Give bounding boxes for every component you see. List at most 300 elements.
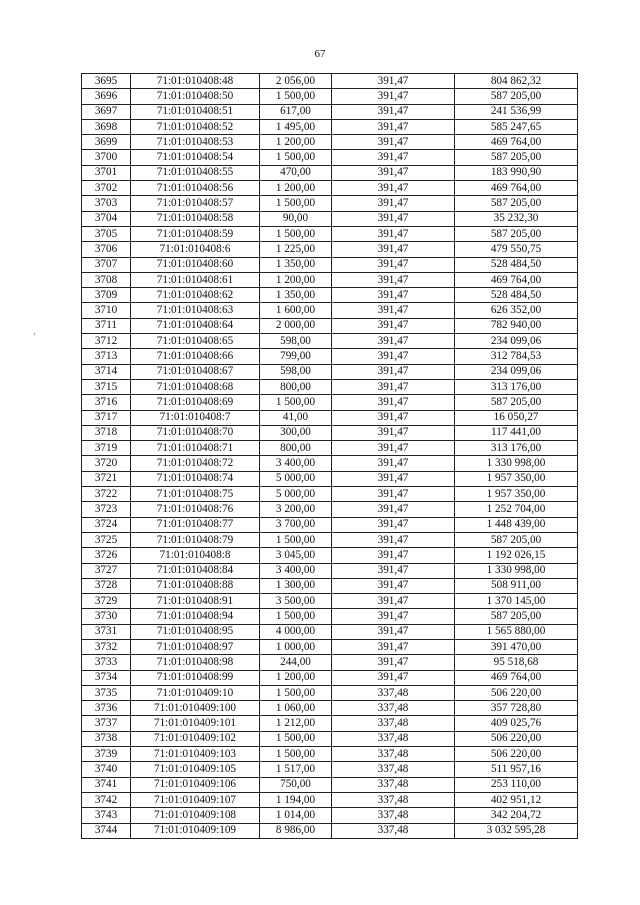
row-number-cell: 3723 — [82, 502, 131, 517]
rate-cell: 337,48 — [332, 762, 455, 777]
table-row — [82, 181, 578, 196]
area-cell: 1 500,00 — [260, 532, 332, 547]
table-row — [82, 532, 578, 547]
row-number-cell: 3716 — [82, 395, 131, 410]
area-cell: 1 500,00 — [260, 685, 332, 700]
area-cell: 5 000,00 — [260, 487, 332, 502]
area-cell: 1 600,00 — [260, 303, 332, 318]
cadastral-number-cell: 71:01:010409:108 — [131, 808, 260, 823]
row-number-cell: 3700 — [82, 150, 131, 165]
area-cell: 244,00 — [260, 655, 332, 670]
table-row — [82, 395, 578, 410]
area-cell: 1 000,00 — [260, 639, 332, 654]
area-cell: 1 500,00 — [260, 226, 332, 241]
row-number-cell: 3707 — [82, 257, 131, 272]
area-cell: 90,00 — [260, 211, 332, 226]
table-row — [82, 701, 578, 716]
cadastral-number-cell: 71:01:010408:84 — [131, 563, 260, 578]
row-number-cell: 3726 — [82, 548, 131, 563]
table-row — [82, 441, 578, 456]
rate-cell: 391,47 — [332, 517, 455, 532]
rate-cell: 391,47 — [332, 74, 455, 89]
value-cell: 342 204,72 — [455, 808, 578, 823]
table-row — [82, 762, 578, 777]
row-number-cell: 3696 — [82, 89, 131, 104]
cadastral-number-cell: 71:01:010408:64 — [131, 318, 260, 333]
rate-cell: 337,48 — [332, 792, 455, 807]
cadastral-number-cell: 71:01:010408:67 — [131, 364, 260, 379]
row-number-cell: 3733 — [82, 655, 131, 670]
rate-cell: 391,47 — [332, 211, 455, 226]
table-body — [82, 74, 578, 839]
value-cell: 312 784,53 — [455, 349, 578, 364]
table-row — [82, 502, 578, 517]
table-row — [82, 104, 578, 119]
value-cell: 508 911,00 — [455, 578, 578, 593]
value-cell: 506 220,00 — [455, 747, 578, 762]
value-cell: 506 220,00 — [455, 731, 578, 746]
value-cell: 782 940,00 — [455, 318, 578, 333]
cadastral-value-table — [81, 73, 578, 839]
row-number-cell: 3740 — [82, 762, 131, 777]
table-row — [82, 716, 578, 731]
cadastral-number-cell: 71:01:010408:57 — [131, 196, 260, 211]
row-number-cell: 3732 — [82, 639, 131, 654]
area-cell: 1 014,00 — [260, 808, 332, 823]
cadastral-number-cell: 71:01:010408:63 — [131, 303, 260, 318]
area-cell: 1 200,00 — [260, 181, 332, 196]
cadastral-number-cell: 71:01:010408:61 — [131, 272, 260, 287]
table-row — [82, 349, 578, 364]
margin-mark: ‚ — [33, 326, 36, 336]
area-cell: 41,00 — [260, 410, 332, 425]
table-row — [82, 655, 578, 670]
cadastral-number-cell: 71:01:010408:70 — [131, 425, 260, 440]
rate-cell: 391,47 — [332, 181, 455, 196]
table-row — [82, 334, 578, 349]
row-number-cell: 3712 — [82, 334, 131, 349]
cadastral-number-cell: 71:01:010408:71 — [131, 441, 260, 456]
value-cell: 587 205,00 — [455, 609, 578, 624]
value-cell: 804 862,32 — [455, 74, 578, 89]
row-number-cell: 3737 — [82, 716, 131, 731]
rate-cell: 391,47 — [332, 502, 455, 517]
row-number-cell: 3725 — [82, 532, 131, 547]
rate-cell: 391,47 — [332, 272, 455, 287]
rate-cell: 391,47 — [332, 242, 455, 257]
area-cell: 598,00 — [260, 364, 332, 379]
cadastral-number-cell: 71:01:010409:105 — [131, 762, 260, 777]
rate-cell: 391,47 — [332, 655, 455, 670]
row-number-cell: 3699 — [82, 135, 131, 150]
rate-cell: 391,47 — [332, 303, 455, 318]
area-cell: 1 500,00 — [260, 196, 332, 211]
value-cell: 587 205,00 — [455, 150, 578, 165]
value-cell: 1 565 880,00 — [455, 624, 578, 639]
rate-cell: 391,47 — [332, 624, 455, 639]
table-row — [82, 594, 578, 609]
value-cell: 587 205,00 — [455, 395, 578, 410]
rate-cell: 391,47 — [332, 364, 455, 379]
cadastral-number-cell: 71:01:010408:97 — [131, 639, 260, 654]
cadastral-number-cell: 71:01:010408:65 — [131, 334, 260, 349]
table-row — [82, 196, 578, 211]
area-cell: 1 212,00 — [260, 716, 332, 731]
rate-cell: 337,48 — [332, 685, 455, 700]
area-cell: 8 986,00 — [260, 823, 332, 838]
table-row — [82, 165, 578, 180]
table-row — [82, 808, 578, 823]
rate-cell: 391,47 — [332, 578, 455, 593]
value-cell: 391 470,00 — [455, 639, 578, 654]
row-number-cell: 3698 — [82, 119, 131, 134]
cadastral-number-cell: 71:01:010408:54 — [131, 150, 260, 165]
cadastral-number-cell: 71:01:010408:74 — [131, 471, 260, 486]
area-cell: 1 500,00 — [260, 150, 332, 165]
area-cell: 1 500,00 — [260, 89, 332, 104]
cadastral-number-cell: 71:01:010408:56 — [131, 181, 260, 196]
area-cell: 1 500,00 — [260, 731, 332, 746]
cadastral-number-cell: 71:01:010408:88 — [131, 578, 260, 593]
table-row — [82, 379, 578, 394]
area-cell: 2 056,00 — [260, 74, 332, 89]
rate-cell: 391,47 — [332, 487, 455, 502]
area-cell: 1 200,00 — [260, 670, 332, 685]
area-cell: 3 700,00 — [260, 517, 332, 532]
rate-cell: 391,47 — [332, 548, 455, 563]
area-cell: 470,00 — [260, 165, 332, 180]
value-cell: 587 205,00 — [455, 89, 578, 104]
rate-cell: 391,47 — [332, 119, 455, 134]
table-row — [82, 747, 578, 762]
rate-cell: 391,47 — [332, 532, 455, 547]
row-number-cell: 3711 — [82, 318, 131, 333]
value-cell: 1 957 350,00 — [455, 471, 578, 486]
rate-cell: 391,47 — [332, 395, 455, 410]
row-number-cell: 3719 — [82, 441, 131, 456]
table-row — [82, 318, 578, 333]
row-number-cell: 3730 — [82, 609, 131, 624]
area-cell: 1 500,00 — [260, 747, 332, 762]
value-cell: 587 205,00 — [455, 226, 578, 241]
rate-cell: 391,47 — [332, 104, 455, 119]
area-cell: 1 350,00 — [260, 257, 332, 272]
row-number-cell: 3715 — [82, 379, 131, 394]
area-cell: 1 194,00 — [260, 792, 332, 807]
row-number-cell: 3724 — [82, 517, 131, 532]
table-row — [82, 578, 578, 593]
rate-cell: 337,48 — [332, 777, 455, 792]
rate-cell: 337,48 — [332, 731, 455, 746]
area-cell: 2 000,00 — [260, 318, 332, 333]
area-cell: 799,00 — [260, 349, 332, 364]
table-row — [82, 119, 578, 134]
rate-cell: 391,47 — [332, 594, 455, 609]
value-cell: 528 484,50 — [455, 257, 578, 272]
value-cell: 506 220,00 — [455, 685, 578, 700]
value-cell: 313 176,00 — [455, 379, 578, 394]
row-number-cell: 3714 — [82, 364, 131, 379]
area-cell: 5 000,00 — [260, 471, 332, 486]
area-cell: 300,00 — [260, 425, 332, 440]
table-row — [82, 563, 578, 578]
row-number-cell: 3718 — [82, 425, 131, 440]
area-cell: 1 495,00 — [260, 119, 332, 134]
table-row — [82, 685, 578, 700]
rate-cell: 391,47 — [332, 639, 455, 654]
cadastral-number-cell: 71:01:010408:95 — [131, 624, 260, 639]
value-cell: 479 550,75 — [455, 242, 578, 257]
table-row — [82, 364, 578, 379]
rate-cell: 391,47 — [332, 471, 455, 486]
cadastral-number-cell: 71:01:010408:75 — [131, 487, 260, 502]
table-row — [82, 456, 578, 471]
rate-cell: 391,47 — [332, 349, 455, 364]
value-cell: 1 330 998,00 — [455, 456, 578, 471]
value-cell: 469 764,00 — [455, 272, 578, 287]
rate-cell: 391,47 — [332, 257, 455, 272]
area-cell: 3 200,00 — [260, 502, 332, 517]
row-number-cell: 3738 — [82, 731, 131, 746]
value-cell: 402 951,12 — [455, 792, 578, 807]
row-number-cell: 3731 — [82, 624, 131, 639]
row-number-cell: 3722 — [82, 487, 131, 502]
cadastral-number-cell: 71:01:010409:101 — [131, 716, 260, 731]
value-cell: 409 025,76 — [455, 716, 578, 731]
value-cell: 587 205,00 — [455, 532, 578, 547]
row-number-cell: 3704 — [82, 211, 131, 226]
row-number-cell: 3744 — [82, 823, 131, 838]
row-number-cell: 3728 — [82, 578, 131, 593]
table-row — [82, 471, 578, 486]
value-cell: 313 176,00 — [455, 441, 578, 456]
cadastral-number-cell: 71:01:010408:77 — [131, 517, 260, 532]
area-cell: 800,00 — [260, 441, 332, 456]
row-number-cell: 3697 — [82, 104, 131, 119]
value-cell: 234 099,06 — [455, 334, 578, 349]
row-number-cell: 3701 — [82, 165, 131, 180]
area-cell: 1 060,00 — [260, 701, 332, 716]
row-number-cell: 3743 — [82, 808, 131, 823]
area-cell: 1 350,00 — [260, 288, 332, 303]
row-number-cell: 3739 — [82, 747, 131, 762]
cadastral-number-cell: 71:01:010408:48 — [131, 74, 260, 89]
area-cell: 4 000,00 — [260, 624, 332, 639]
value-cell: 528 484,50 — [455, 288, 578, 303]
rate-cell: 337,48 — [332, 823, 455, 838]
rate-cell: 391,47 — [332, 89, 455, 104]
cadastral-number-cell: 71:01:010408:52 — [131, 119, 260, 134]
table-row — [82, 211, 578, 226]
page-number: 67 — [314, 48, 326, 60]
area-cell: 1 200,00 — [260, 135, 332, 150]
area-cell: 3 400,00 — [260, 563, 332, 578]
row-number-cell: 3727 — [82, 563, 131, 578]
rate-cell: 391,47 — [332, 410, 455, 425]
table-row — [82, 303, 578, 318]
area-cell: 1 225,00 — [260, 242, 332, 257]
value-cell: 234 099,06 — [455, 364, 578, 379]
table-row — [82, 226, 578, 241]
value-cell: 1 252 704,00 — [455, 502, 578, 517]
area-cell: 800,00 — [260, 379, 332, 394]
value-cell: 1 370 145,00 — [455, 594, 578, 609]
rate-cell: 337,48 — [332, 716, 455, 731]
row-number-cell: 3721 — [82, 471, 131, 486]
table-row — [82, 89, 578, 104]
row-number-cell: 3695 — [82, 74, 131, 89]
cadastral-number-cell: 71:01:010408:53 — [131, 135, 260, 150]
value-cell: 469 764,00 — [455, 135, 578, 150]
rate-cell: 391,47 — [332, 670, 455, 685]
area-cell: 3 045,00 — [260, 548, 332, 563]
row-number-cell: 3729 — [82, 594, 131, 609]
area-cell: 1 500,00 — [260, 609, 332, 624]
row-number-cell: 3710 — [82, 303, 131, 318]
cadastral-number-cell: 71:01:010409:10 — [131, 685, 260, 700]
rate-cell: 337,48 — [332, 701, 455, 716]
table-row — [82, 242, 578, 257]
cadastral-number-cell: 71:01:010408:66 — [131, 349, 260, 364]
row-number-cell: 3706 — [82, 242, 131, 257]
table-row — [82, 624, 578, 639]
table-row — [82, 272, 578, 287]
row-number-cell: 3703 — [82, 196, 131, 211]
rate-cell: 391,47 — [332, 288, 455, 303]
cadastral-number-cell: 71:01:010408:76 — [131, 502, 260, 517]
table-row — [82, 792, 578, 807]
cadastral-number-cell: 71:01:010408:60 — [131, 257, 260, 272]
value-cell: 3 032 595,28 — [455, 823, 578, 838]
value-cell: 16 050,27 — [455, 410, 578, 425]
row-number-cell: 3734 — [82, 670, 131, 685]
table-row — [82, 288, 578, 303]
rate-cell: 337,48 — [332, 808, 455, 823]
rate-cell: 391,47 — [332, 135, 455, 150]
value-cell: 469 764,00 — [455, 670, 578, 685]
table-row — [82, 410, 578, 425]
cadastral-number-cell: 71:01:010409:102 — [131, 731, 260, 746]
rate-cell: 391,47 — [332, 196, 455, 211]
cadastral-number-cell: 71:01:010408:68 — [131, 379, 260, 394]
cadastral-number-cell: 71:01:010408:55 — [131, 165, 260, 180]
cadastral-number-cell: 71:01:010408:6 — [131, 242, 260, 257]
rate-cell: 391,47 — [332, 334, 455, 349]
cadastral-number-cell: 71:01:010408:94 — [131, 609, 260, 624]
cadastral-number-cell: 71:01:010408:7 — [131, 410, 260, 425]
table-row — [82, 609, 578, 624]
value-cell: 95 518,68 — [455, 655, 578, 670]
value-cell: 469 764,00 — [455, 181, 578, 196]
cadastral-number-cell: 71:01:010409:106 — [131, 777, 260, 792]
cadastral-number-cell: 71:01:010408:99 — [131, 670, 260, 685]
row-number-cell: 3708 — [82, 272, 131, 287]
table-row — [82, 487, 578, 502]
rate-cell: 391,47 — [332, 165, 455, 180]
rate-cell: 391,47 — [332, 456, 455, 471]
cadastral-number-cell: 71:01:010408:51 — [131, 104, 260, 119]
cadastral-number-cell: 71:01:010408:62 — [131, 288, 260, 303]
table-row — [82, 639, 578, 654]
rate-cell: 391,47 — [332, 425, 455, 440]
value-cell: 241 536,99 — [455, 104, 578, 119]
value-cell: 1 192 026,15 — [455, 548, 578, 563]
rate-cell: 391,47 — [332, 441, 455, 456]
rate-cell: 391,47 — [332, 609, 455, 624]
cadastral-number-cell: 71:01:010408:91 — [131, 594, 260, 609]
value-cell: 117 441,00 — [455, 425, 578, 440]
value-cell: 1 330 998,00 — [455, 563, 578, 578]
cadastral-number-cell: 71:01:010408:59 — [131, 226, 260, 241]
table-row — [82, 135, 578, 150]
cadastral-number-cell: 71:01:010408:72 — [131, 456, 260, 471]
table-row — [82, 777, 578, 792]
table-row — [82, 823, 578, 838]
area-cell: 1 517,00 — [260, 762, 332, 777]
row-number-cell: 3713 — [82, 349, 131, 364]
cadastral-number-cell: 71:01:010408:58 — [131, 211, 260, 226]
area-cell: 1 200,00 — [260, 272, 332, 287]
cadastral-number-cell: 71:01:010409:109 — [131, 823, 260, 838]
row-number-cell: 3720 — [82, 456, 131, 471]
row-number-cell: 3736 — [82, 701, 131, 716]
value-cell: 1 957 350,00 — [455, 487, 578, 502]
value-cell: 626 352,00 — [455, 303, 578, 318]
cadastral-number-cell: 71:01:010409:107 — [131, 792, 260, 807]
value-cell: 587 205,00 — [455, 196, 578, 211]
value-cell: 253 110,00 — [455, 777, 578, 792]
row-number-cell: 3735 — [82, 685, 131, 700]
table-row — [82, 517, 578, 532]
row-number-cell: 3741 — [82, 777, 131, 792]
rate-cell: 391,47 — [332, 226, 455, 241]
table-row — [82, 257, 578, 272]
rate-cell: 391,47 — [332, 150, 455, 165]
rate-cell: 337,48 — [332, 747, 455, 762]
row-number-cell: 3705 — [82, 226, 131, 241]
table-row — [82, 731, 578, 746]
value-cell: 357 728,80 — [455, 701, 578, 716]
value-cell: 585 247,65 — [455, 119, 578, 134]
table-row — [82, 670, 578, 685]
row-number-cell: 3717 — [82, 410, 131, 425]
value-cell: 183 990,90 — [455, 165, 578, 180]
row-number-cell: 3742 — [82, 792, 131, 807]
area-cell: 598,00 — [260, 334, 332, 349]
area-cell: 750,00 — [260, 777, 332, 792]
area-cell: 3 500,00 — [260, 594, 332, 609]
cadastral-number-cell: 71:01:010408:79 — [131, 532, 260, 547]
cadastral-number-cell: 71:01:010408:50 — [131, 89, 260, 104]
table-row — [82, 150, 578, 165]
rate-cell: 391,47 — [332, 563, 455, 578]
table-row — [82, 74, 578, 89]
table-row — [82, 548, 578, 563]
cadastral-number-cell: 71:01:010408:8 — [131, 548, 260, 563]
area-cell: 1 500,00 — [260, 395, 332, 410]
cadastral-number-cell: 71:01:010409:103 — [131, 747, 260, 762]
rate-cell: 391,47 — [332, 318, 455, 333]
area-cell: 617,00 — [260, 104, 332, 119]
area-cell: 1 300,00 — [260, 578, 332, 593]
value-cell: 1 448 439,00 — [455, 517, 578, 532]
value-cell: 511 957,16 — [455, 762, 578, 777]
table-row — [82, 425, 578, 440]
cadastral-number-cell: 71:01:010409:100 — [131, 701, 260, 716]
cadastral-number-cell: 71:01:010408:98 — [131, 655, 260, 670]
value-cell: 35 232,30 — [455, 211, 578, 226]
rate-cell: 391,47 — [332, 379, 455, 394]
